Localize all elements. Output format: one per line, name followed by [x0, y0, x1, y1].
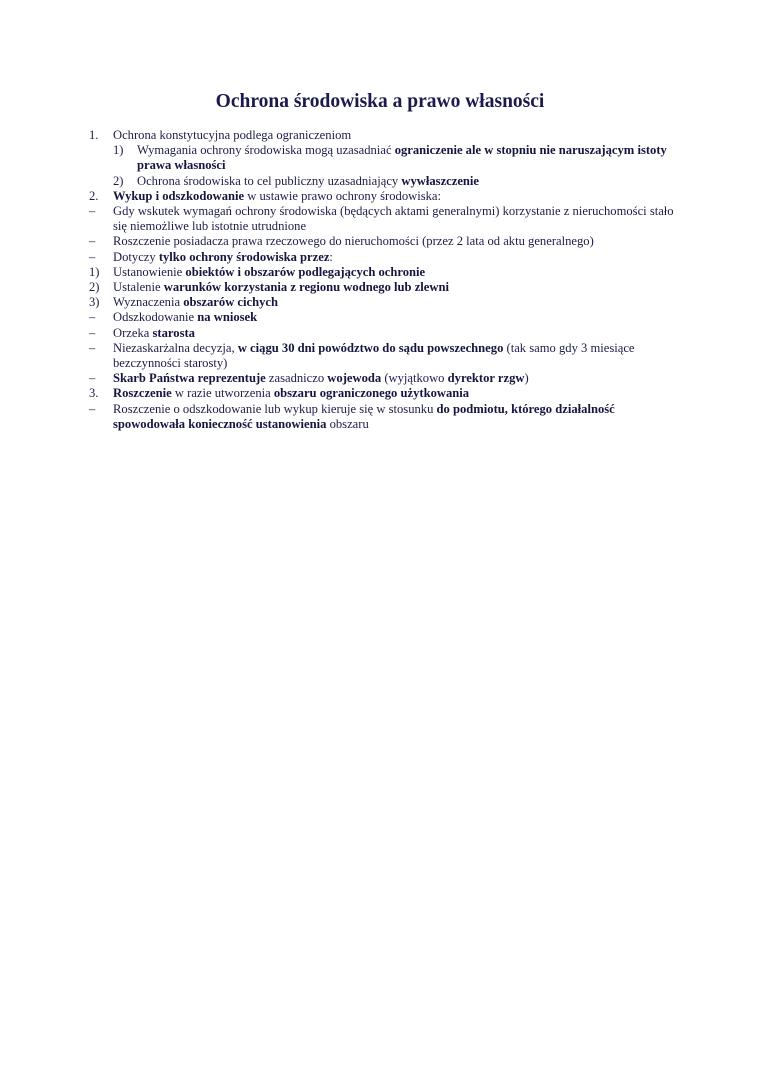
list-item [89, 143, 679, 173]
list-item [89, 280, 679, 295]
list-marker: – [89, 310, 96, 325]
list-item [89, 189, 679, 204]
list-marker: – [89, 234, 96, 249]
list-item [89, 204, 679, 234]
bold-text: Wykup i odszkodowanie [113, 188, 245, 203]
text: ) [524, 371, 529, 386]
text: Wyznaczenia [113, 295, 184, 310]
bold-text: Roszczenie [113, 386, 172, 401]
list-marker: 1. [89, 128, 99, 142]
bold-text: obiektów i obszarów podlegających ochronie [185, 264, 426, 279]
list-item [89, 265, 679, 280]
text: Ustanowienie [113, 264, 186, 279]
list-item [89, 341, 679, 371]
bold-text: tylko ochrony środowiska przez [158, 249, 330, 264]
list-item [89, 326, 679, 341]
text: (wyjątkowo [381, 371, 448, 386]
list-marker: 2) [89, 280, 100, 295]
bold-text: dyrektor rzgw [447, 371, 525, 386]
list-marker: 3. [89, 386, 99, 401]
list-marker: 1) [89, 264, 100, 279]
text: Ustalenie [113, 280, 164, 295]
text: w ustawie prawo ochrony środowiska: [244, 188, 442, 203]
list-marker: – [89, 371, 96, 386]
list-marker: – [89, 401, 96, 416]
bold-text: wywłaszczenie [401, 173, 480, 188]
list-marker: – [89, 325, 96, 340]
bold-text: Skarb Państwa reprezentuje [113, 371, 266, 386]
list-item [89, 234, 679, 249]
list-item [89, 250, 679, 265]
bold-text: w ciągu 30 dni powództwo do sądu powszechnego [237, 340, 504, 355]
text: Odszkodowanie [113, 310, 198, 325]
list-marker: – [89, 249, 96, 264]
list-marker: – [89, 204, 96, 219]
text: Roszczenie posiadacza prawa rzeczowego do nieruchomości (przez 2 lata od aktu generalnego) [113, 234, 594, 249]
bold-text: ograniczenie ale w stopniu nie naruszającym istoty prawa własności [137, 143, 667, 173]
list-item [89, 174, 679, 189]
text: obszaru [326, 416, 369, 431]
list-item [89, 386, 679, 401]
list-marker: 1) [113, 143, 124, 158]
bold-text: obszarów cichych [183, 295, 279, 310]
document-body [89, 128, 679, 432]
text: Dotyczy [113, 249, 159, 264]
bold-text: starosta [152, 325, 195, 340]
text: Niezaskarżalna decyzja, [113, 340, 238, 355]
bold-text: wojewoda [327, 371, 382, 386]
list-item [89, 295, 679, 310]
list-item [89, 402, 679, 432]
text: (tak samo gdy 3 miesiące bezczynności starosty) [113, 340, 635, 371]
list-marker: 2. [89, 188, 99, 203]
text: zasadniczo [265, 371, 328, 386]
bold-text: do podmiotu, którego działalność spowodowała konieczność ustanowienia [113, 401, 615, 431]
bold-text: na wniosek [197, 310, 258, 325]
text: Wymagania ochrony środowiska mogą uzasadniać [137, 143, 395, 158]
list-marker: 2) [113, 173, 124, 188]
list-marker: – [89, 340, 96, 355]
list-item [89, 371, 679, 386]
text: Orzeka [113, 325, 153, 340]
text: Roszczenie o odszkodowanie lub wykup kieruje się w stosunku [113, 401, 437, 416]
document-title: Ochrona środowiska a prawo własności [215, 91, 545, 112]
text: Ochrona konstytucyjna podlega ograniczeniom [113, 128, 352, 142]
text: Ochrona środowiska to cel publiczny uzasadniający [137, 173, 402, 188]
bold-text: obszaru ograniczonego użytkowania [273, 386, 470, 401]
list-marker: 3) [89, 295, 100, 310]
text: : [329, 249, 333, 264]
list-item [89, 128, 679, 143]
text: Gdy wskutek wymagań ochrony środowiska (będących aktami generalnymi) korzystanie z nieruchomości stało się niemożliwe lub istotnie utrudnione [113, 204, 674, 234]
text: w razie utworzenia [171, 386, 274, 401]
list-item [89, 310, 679, 325]
bold-text: warunków korzystania z regionu wodnego lub zlewni [163, 280, 449, 295]
